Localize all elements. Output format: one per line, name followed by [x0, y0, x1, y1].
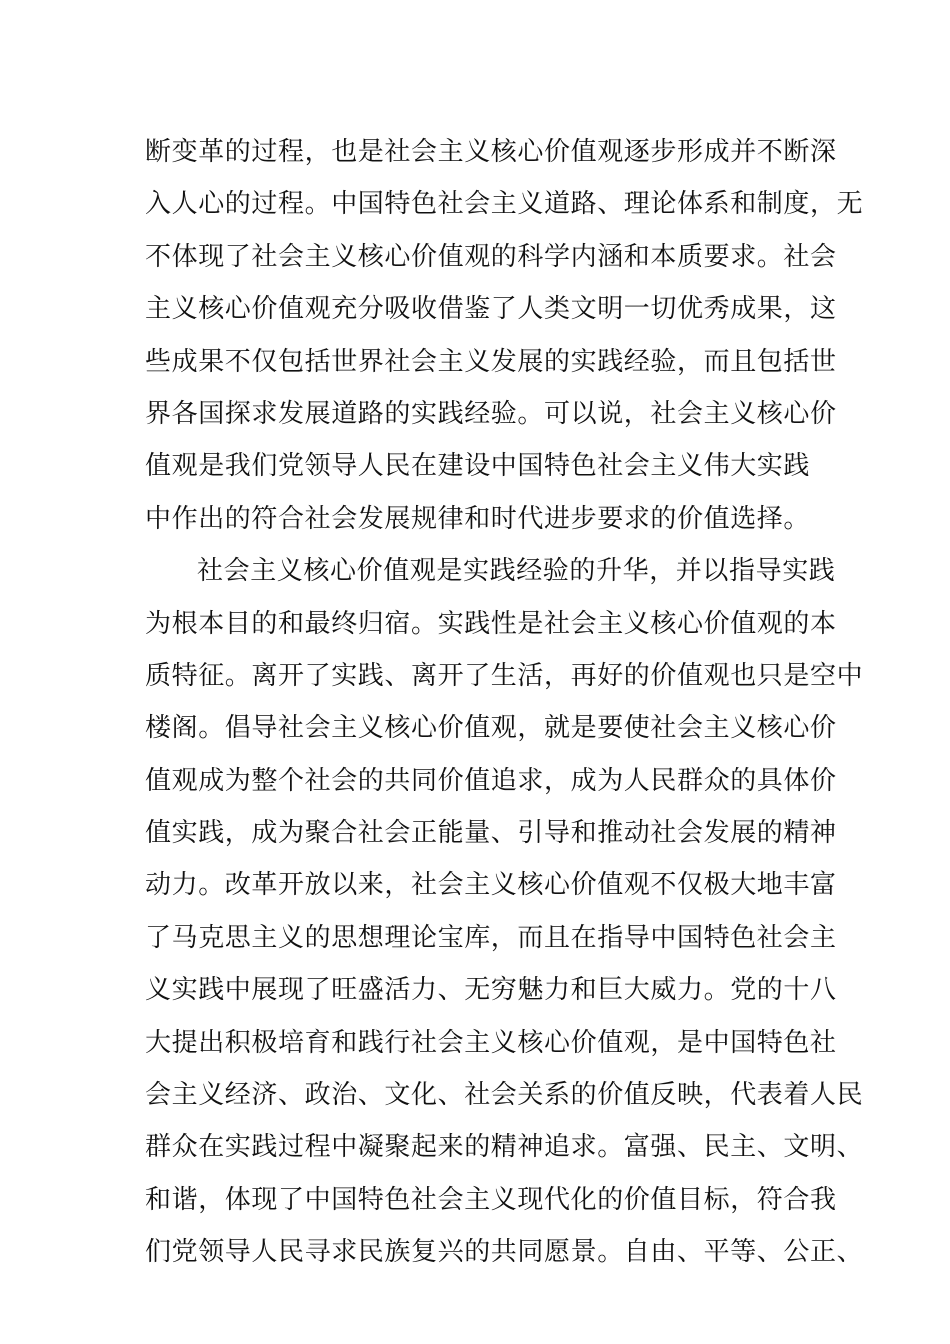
text-line: 了马克思主义的思想理论宝库，而且在指导中国特色社会主 [145, 922, 837, 953]
text-line: 动力。改革开放以来，社会主义核心价值观不仅极大地丰富 [145, 870, 837, 901]
text-line: 值实践，成为聚合社会正能量、引导和推动社会发展的精神 [145, 818, 837, 849]
text-line: 社会主义核心价值观是实践经验的升华，并以指导实践 [197, 556, 836, 587]
text-line: 值观成为整个社会的共同价值追求，成为人民群众的具体价 [145, 765, 837, 796]
paragraph [145, 545, 864, 1278]
text-line: 和谐，体现了中国特色社会主义现代化的价值目标，符合我 [145, 1184, 837, 1215]
text-line: 义实践中展现了旺盛活力、无穷魅力和巨大威力。党的十八 [145, 975, 837, 1006]
text-line: 界各国探求发展道路的实践经验。可以说，社会主义核心价 [145, 398, 837, 429]
body-text [145, 126, 864, 1279]
text-line: 不体现了社会主义核心价值观的科学内涵和本质要求。社会 [145, 241, 837, 272]
text-line: 中作出的符合社会发展规律和时代进步要求的价值选择。 [145, 503, 811, 534]
paragraph [145, 126, 864, 545]
text-line: 楼阁。倡导社会主义核心价值观，就是要使社会主义核心价 [145, 713, 837, 744]
text-line: 群众在实践过程中凝聚起来的精神追求。富强、民主、文明、 [145, 1132, 864, 1163]
text-line: 主义核心价值观充分吸收借鉴了人类文明一切优秀成果，这 [145, 294, 837, 325]
text-line: 会主义经济、政治、文化、社会关系的价值反映，代表着人民 [145, 1080, 864, 1111]
text-line: 些成果不仅包括世界社会主义发展的实践经验，而且包括世 [145, 346, 837, 377]
text-line: 断变革的过程，也是社会主义核心价值观逐步形成并不断深 [145, 137, 837, 167]
text-line: 大提出积极培育和践行社会主义核心价值观，是中国特色社 [145, 1027, 837, 1058]
text-line: 质特征。离开了实践、离开了生活，再好的价值观也只是空中 [145, 660, 864, 691]
text-line: 为根本目的和最终归宿。实践性是社会主义核心价值观的本 [145, 608, 837, 639]
text-line: 值观是我们党领导人民在建设中国特色社会主义伟大实践 [145, 451, 811, 482]
text-line: 们党领导人民寻求民族复兴的共同愿景。自由、平等、公正、 [145, 1237, 864, 1268]
text-line: 入人心的过程。中国特色社会主义道路、理论体系和制度，无 [145, 189, 864, 220]
